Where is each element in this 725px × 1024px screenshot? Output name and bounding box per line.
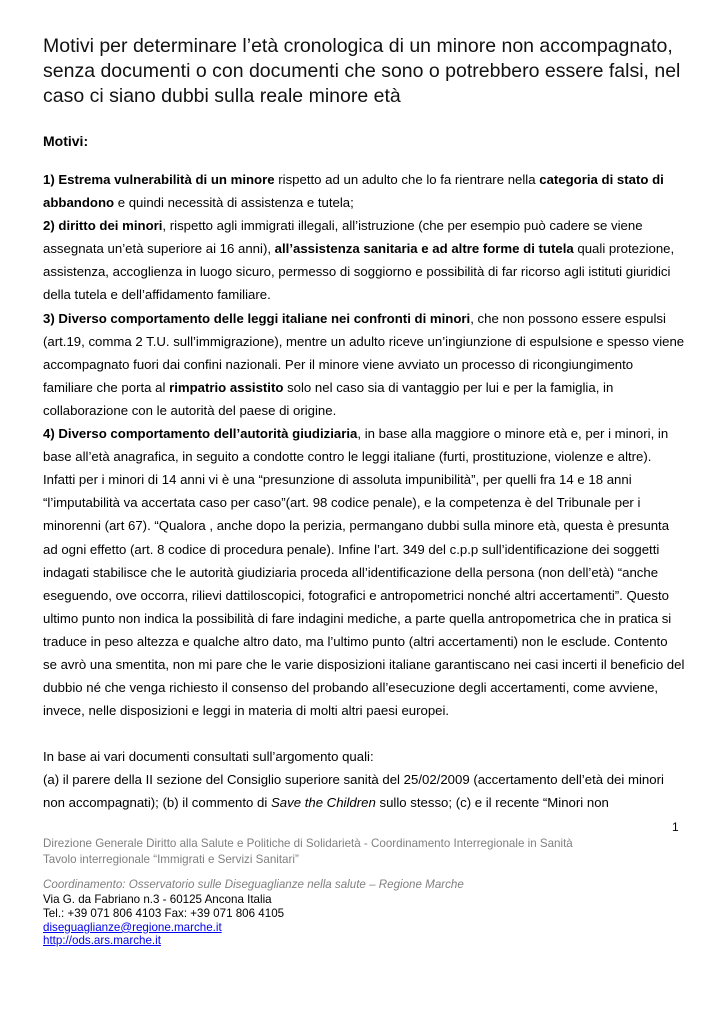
bold-text: 3) Diverso comportamento delle leggi italiane nei confronti di minori (43, 310, 471, 326)
paragraph-5: In base ai vari documenti consultati sull’argomento quali: (43, 749, 374, 765)
text: , in base alla maggiore o minore età e, per i minori, in base all’età anagrafica, in seguito a condotte contro le leggi italiane (furti, prostituzione, violenze e altre). Infatti per i minori di 14 anni vi è una “presunzione di assoluta impunibilità”, per quelli fra 14 e 18 anni “l’imputabilità va accertata caso per caso”(art. 98 codice penale), e la competenza è del Tribunale per i minorenni (art 67). “Qualora , anche dopo la perizia, permangano dubbi sulla minore età, questa è presunta ad ogni effetto (art. 8 codice di procedura penale). Infine l’art. 349 del c.p.p sull’identificazione dei soggetti indagati stabilisce che le autorità giudiziaria proceda all’identificazione della persona (non dell’età) “anche eseguendo, ove occorra, rilievi dattiloscopici, fotografici e antropometrici nonché altri accertamenti”. Questo ultimo punto non indica la possibilità di fare indagini mediche, a parte quella antropometrica che in pratica si traduce in peso altezza e qualche altro dato, ma l’ultimo punto (altri accertamenti) non le esclude. Contento se avrò una smentita, non mi pare che le varie disposizioni italiane garantiscano nei casi incerti il beneficio del dubbio né che venga richiesto il consenso del probando all’esecuzione degli accertamenti, come avviene, invece, nelle disposizioni e leggi in materia di molti altri paesi europei. (43, 426, 685, 719)
text: (a) il parere della II sezione del Consiglio superiore sanità del 25/02/2009 (accertamento dell’età dei minori non accompagnati); (b) il commento di (43, 772, 664, 811)
footer-line-1: Direzione Generale Diritto alla Salute e Politiche di Solidarietà - Coordinamento Interregionale in Sanità (43, 837, 573, 850)
text: , che non possono essere espulsi (art.19, comma 2 T.U. sull’immigrazione), mentre un adulto riceve un’ingiunzione di espulsione e spesso viene accompagnato fuori dai confini nazionali. Per il minore viene avviato un processo di ricongiungimento familiare che porta al (43, 310, 685, 395)
footer-line-2: Tavolo interregionale “Immigrati e Servizi Sanitari” (43, 853, 299, 866)
text: solo nel caso sia di vantaggio per lui e per la famiglia, in collaborazione con le autorità del paese di origine. (43, 379, 614, 418)
footer-direction (43, 836, 573, 868)
italic-text: Save the Children (270, 795, 376, 811)
footer-coordination: Coordinamento: Osservatorio sulle Diseguaglianze nella salute – Regione Marche (43, 878, 464, 891)
paragraph-3 (43, 307, 685, 422)
footer-address: Via G. da Fabriano n.3 - 60125 Ancona Italia (43, 893, 272, 906)
paragraph-1 (43, 168, 685, 214)
paragraph-gap (43, 722, 685, 745)
bold-text: 4) Diverso comportamento dell’autorità giudiziaria (43, 426, 358, 442)
section-heading: Motivi: (43, 133, 89, 149)
text: sullo stesso; (c) e il recente “Minori non (375, 795, 609, 811)
document-title: Motivi per determinare l’età cronologica di un minore non accompagnato, senza documenti o con documenti che sono o potrebbero essere falsi, nel caso ci siano dubbi sulla reale minore età (43, 35, 681, 107)
bold-text: all’assistenza sanitaria e ad altre forme di tutela (274, 241, 574, 257)
footer-contacts (43, 893, 284, 948)
email-link[interactable]: diseguaglianze@regione.marche.it (43, 920, 222, 934)
bold-text: 1) Estrema vulnerabilità di un minore (43, 172, 275, 187)
paragraph-6 (43, 768, 685, 814)
bold-text: categoria di stato di abbandono (43, 172, 664, 211)
text: , rispetto agli immigrati illegali, all’istruzione (che per esempio può cadere se viene assegnata un’età superiore ai 16 anni), (43, 218, 643, 257)
paragraph-2 (43, 214, 685, 306)
paragraph-4 (43, 422, 685, 722)
text: quali protezione, assistenza, accoglienza in luogo sicuro, permesso di soggiorno e possibilità di far ricorso agli istituti giuridici della tutela e dell’affidamento familiare. (43, 241, 675, 303)
footer-phone: Tel.: +39 071 806 4103 Fax: +39 071 806 4105 (43, 906, 285, 920)
website-link[interactable]: http://ods.ars.marche.it (43, 934, 161, 948)
document-body (43, 168, 685, 815)
text: rispetto ad un adulto che lo fa rientrare nella (274, 172, 540, 187)
text: e quindi necessità di assistenza e tutela; (114, 195, 354, 211)
bold-text: 2) diritto dei minori (43, 218, 163, 234)
page-number: 1 (672, 820, 679, 834)
bold-text: rimpatrio assistito (169, 379, 284, 395)
